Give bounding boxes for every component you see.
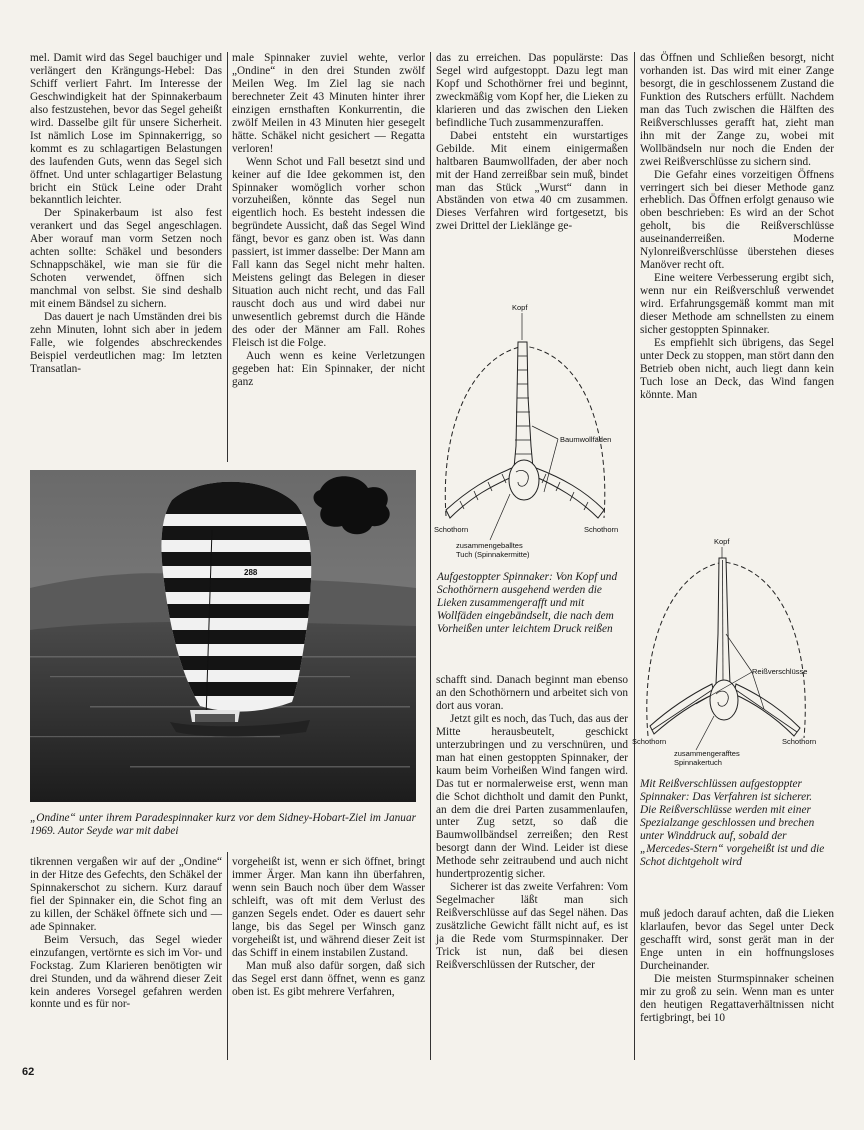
diagram-stopped-spinnaker bbox=[432, 296, 632, 564]
paragraph: vorgeheißt ist, wenn er sich öffnet, bringt immer Ärger. Man kann ihn überfahren, wenn sein Bauch noch über dem Wasser schleift, was oft mit dem Verlust des ganzen Segels endet. Oder es dauert sehr lange, bis das Segel per Winsch ganz vorgeheißt ist, und während dieser Zeit ist das Schiff in einem instabilen Zustand. bbox=[232, 856, 425, 959]
label-schothorn-left: Schothorn bbox=[632, 737, 667, 746]
photo-caption: „Ondine“ unter ihrem Paradespinnaker kurz vor dem Sidney-Hobart-Ziel im Januar 1969. Autor Seyde war mit dabei bbox=[30, 812, 416, 837]
paragraph: Sicherer ist das zweite Verfahren: Vom Segelmacher läßt man sich Reißverschlüsse auf das Segel nähen. Das zusätzliche Gewicht fällt nicht auf, es ist ja die Rede vom Sturmspinnaker. Der Trick ist nun, daß bei diesen Reißverschlüssen der Rutscher, der bbox=[436, 881, 628, 971]
paragraph: muß jedoch darauf achten, daß die Lieken klarlaufen, bevor das Segel unter Deck geschafft wird, sonst gerät man in der Enge unten in ein hoffnungsloses Durcheinander. bbox=[640, 908, 834, 972]
text-column-3-top bbox=[436, 52, 628, 233]
paragraph: schafft sind. Danach beginnt man ebenso an den Schothörnern und arbeitet sich von dort aus voran. bbox=[436, 674, 628, 712]
paragraph: tikrennen vergaßen wir auf der „Ondine“ in der Hitze des Gefechts, den Schäkel der Spinnakerschot zu sichern. Kurz darauf fiel der Spinnaker ein, die Schot fing an zu killen, der Schäkel öffnete sich und — ade Spinnaker. bbox=[30, 856, 222, 933]
paragraph: das zu erreichen. Das populärste: Das Segel wird aufgestoppt. Dazu legt man Kopf und Schothörner frei und beginnt, zweckmäßig vom Kopf her, die Lieken zu klarieren und das zwischen den Lieken befindliche Tuch zusammenzuraffen. bbox=[436, 52, 628, 129]
paragraph: Beim Versuch, das Segel wieder einzufangen, vertörnte es sich im Vor- und Fockstag. Zum Klarieren benötigten wir drei Stunden, und da während dieser Zeit kein anderes Vorsegel gefahren werden konnte und es für nor- bbox=[30, 933, 222, 1011]
paragraph: Das dauert je nach Umständen drei bis zehn Minuten, lohnt sich aber in jedem Falle, wie folgendes abschreckendes Beispiel verdeutlichen mag: Im letzten Transatlan- bbox=[30, 311, 222, 375]
label-schothorn-right: Schothorn bbox=[584, 525, 619, 534]
column-rule bbox=[227, 852, 228, 1060]
text-column-4-top bbox=[640, 52, 834, 402]
diagram-zipper-spinnaker bbox=[632, 534, 832, 770]
diagram-2-caption: Mit Reißverschlüssen aufgestoppter Spinnaker: Das Verfahren ist sicherer. Die Reißverschlüsse werden mit einer Spezialzange geschlossen und brechen unter Winddruck auf, sobald der „Mercedes-Stern“ vorgeheißt ist und die Schot dichtgeholt wird bbox=[640, 778, 825, 868]
page-number: 62 bbox=[22, 1066, 35, 1078]
paragraph: Der Spinakerbaum ist also fest verankert und das Segel angeschlagen. Aber worauf man vorm Setzen noch achten sollte: Schäkel und besonders Schnappschäkel, wie man sie für die Schoten verwendet, öffnen sich manchmal von selbst. Sie sind deshalb mit einem Bändsel zu sichern. bbox=[30, 207, 222, 311]
text-column-4-bottom bbox=[640, 908, 834, 1025]
label-kopf: Kopf bbox=[714, 537, 730, 546]
paragraph: Wenn Schot und Fall besetzt sind und keiner auf die Idee gekommen ist, den Spinnaker womöglich vorher schon vorzuheißen, könnte das Segel nun eigentlich hoch. Es besteht indessen die begründete Aussicht, daß das Segel Wind fängt, bevor es ganz oben ist. Was dann passiert, ist immer dasselbe: Der Mann am Fall kann das Segel nicht mehr halten. Meistens gelingt das Belegen in dieser Situation auch nicht recht, und das Fall rauscht doch aus und wird dabei nur unwesentlich gebremst durch die Hände des oder der Männer am Fall. Rohes Fleisch ist die Folge. bbox=[232, 155, 425, 349]
column-rule bbox=[227, 52, 228, 462]
text-column-3-bottom bbox=[436, 674, 628, 972]
column-rule bbox=[430, 52, 431, 1060]
label-tuch-2: Tuch (Spinnakermitte) bbox=[456, 550, 530, 559]
sail-number: 288 bbox=[244, 568, 258, 577]
text-column-1-top bbox=[30, 52, 222, 376]
paragraph: Man muß also dafür sorgen, daß sich das Segel erst dann öffnet, wenn es ganz oben ist. Es gibt mehrere Verfahren, bbox=[232, 959, 425, 998]
paragraph: Auch wenn es keine Verletzungen gegeben hat: Ein Spinnaker, der nicht ganz bbox=[232, 349, 425, 388]
label-reissverschluesse: Reißverschlüsse bbox=[752, 667, 808, 676]
label-tuch-1: zusammengeballtes bbox=[456, 541, 523, 550]
label-tuch-2: Spinnakertuch bbox=[674, 758, 722, 767]
diagram-1-caption: Aufgestoppter Spinnaker: Von Kopf und Schothörnern ausgehend werden die Lieken zusammengerafft und mit Wollfäden eingebändselt, die nach dem Vorheißen unter leichtem Druck reißen bbox=[437, 571, 618, 635]
paragraph: Eine weitere Verbesserung ergibt sich, wenn nur ein Reißverschluß verwendet wird. Erfahrungsgemäß kommt man mit dieser Methode am schnellsten zu einem sicher gestoppten Spinnaker. bbox=[640, 272, 834, 337]
text-column-2-bottom bbox=[232, 856, 425, 998]
label-schothorn-left: Schothorn bbox=[434, 525, 469, 534]
paragraph: mel. Damit wird das Segel bauchiger und verlängert den Krängungs-Hebel: Das Schiff verliert Fahrt. Im Interesse der Geschwindigkeit hat der Spinnakerbaum also festzustehen, bevor das Segel geheißt wird. Dasselbe gilt für unsere Sicherheit. Ist nämlich Lose im Spinnakerrigg, so kommt es zu schlagartigen Belastungen des laufenden Guts, wenn das Segel sich öffnet. Und unter schlagartiger Belastung bricht ein Stück Leine oder Draht bekanntlich leichter. bbox=[30, 52, 222, 207]
label-schothorn-right: Schothorn bbox=[782, 737, 817, 746]
paragraph: Die meisten Sturmspinnaker scheinen mir zu groß zu sein. Wenn man es unter den heutigen Regattaverhältnissen nicht fertigbringt, bei 10 bbox=[640, 972, 834, 1024]
paragraph: male Spinnaker zuviel wehte, verlor „Ondine“ in den drei Stunden zwölf Meilen Weg. Im Ziel lag sie nach berechneter Zeit 43 Minuten hinter ihrer einzigen ernsthaften Konkurrentin, die zwölf Meilen in 43 Minuten hier gesegelt hätte. Schäkel nicht gesichert — Regatta verloren! bbox=[232, 52, 425, 155]
paragraph: Jetzt gilt es noch, das Tuch, das aus der Mitte herausbeutelt, geschickt unterzubringen und zu verschnüren, und man hat einen gestoppten Spinnaker, der kaum beim Vorheißen Wind fangen wird. Das tut er normalerweise erst, wenn man die Schot dichtholt und damit den Punkt, an dem die drei Parten zusammenlaufen, unter Zug setzt, so daß die Baumwollbändsel zerreißen; den Rest besorgt dann der Wind. Leider ist diese Methode sehr zeitraubend und auch nicht hundertprozentig sicher. bbox=[436, 712, 628, 881]
label-baumwollfaeden: Baumwollfäden bbox=[560, 435, 612, 444]
paragraph: Dabei entsteht ein wurstartiges Gebilde. Mit einem einigermaßen haltbaren Baumwollfaden, der aber noch mit der Hand zerreißbar sein muß, bindet man das Stück „Wurst“ dann in Abständen von etwa 40 cm zusammen. Dieses Verfahren wird fortgesetzt, bis zwei Drittel der Lieklänge ge- bbox=[436, 129, 628, 233]
text-column-2-top bbox=[232, 52, 425, 389]
photo-ondine-spinnaker bbox=[30, 470, 416, 802]
text-column-1-bottom bbox=[30, 856, 222, 1011]
label-kopf: Kopf bbox=[512, 303, 528, 312]
paragraph: Es empfiehlt sich übrigens, das Segel unter Deck zu stoppen, man stört dann den Betrieb oben nicht, auch liegt dann kein Tuch lose an Deck, das Wind fangen könnte. Man bbox=[640, 336, 834, 401]
label-tuch-1: zusammengerafftes bbox=[674, 749, 740, 758]
paragraph: das Öffnen und Schließen besorgt, nicht vorhanden ist. Das wird mit einer Zange besorgt, die in geschlossenem Zustand die Funktion des Rutschers erfüllt. Nachdem man das Tuch zwischen die Hälften des Reißverschlusses gerafft hat, zieht man ihn mit der Zange zu, wobei mit Wollbändseln nur noch die Enden der zwei Reißverschlüsse zu sichern sind. bbox=[640, 52, 834, 168]
paragraph: Die Gefahr eines vorzeitigen Öffnens verringert sich bei dieser Methode ganz erheblich. Das Öffnen erfolgt genauso wie oben beschrieben: Es wird an der Schot geholt, bis die Reißverschlüsse auseinanderreißen. Moderne Nylonreißverschlüsse überstehen dieses Manöver recht oft. bbox=[640, 168, 834, 272]
